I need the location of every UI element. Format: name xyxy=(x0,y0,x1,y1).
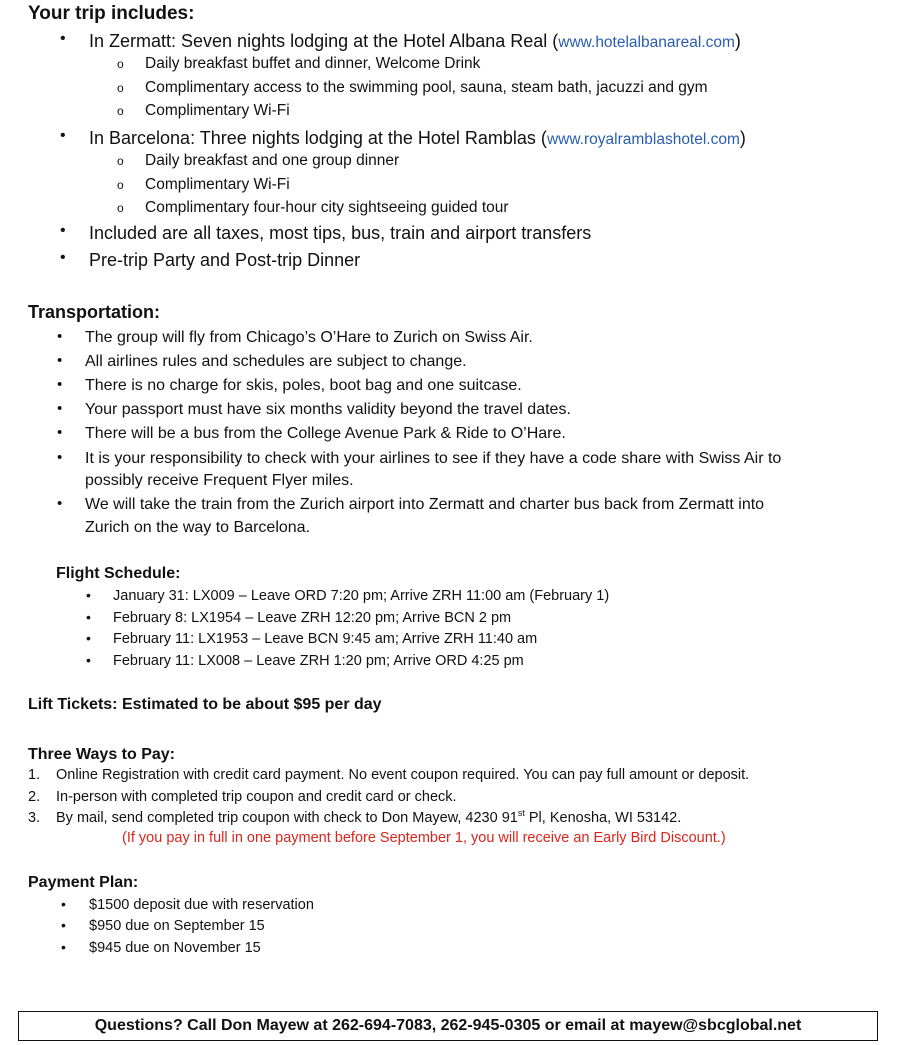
trip-extra: Included are all taxes, most tips, bus, train and airport transfers xyxy=(89,223,592,243)
zermatt-item: Complimentary access to the swimming pool, sauna, steam bath, jacuzzi and gym xyxy=(145,79,708,96)
trip-includes-heading: Your trip includes: xyxy=(28,3,195,24)
payment-plan-heading: Payment Plan: xyxy=(28,874,139,891)
zermatt-lodging xyxy=(89,31,741,52)
flight-item: February 8: LX1954 – Leave ZRH 12:20 pm; Arrive BCN 2 pm xyxy=(113,610,512,626)
sub-bullet-circle: o xyxy=(117,104,124,118)
bullet-dot: • xyxy=(60,30,66,47)
paren-close: ) xyxy=(739,128,746,148)
pay-number: 2. xyxy=(28,789,41,805)
bullet-dot: • xyxy=(57,352,63,369)
lift-tickets-line: Lift Tickets: Estimated to be about $95 per day xyxy=(28,696,382,713)
early-bird-note: (If you pay in full in one payment before September 1, you will receive an Early Bird Discount.) xyxy=(122,830,726,846)
paren-close: ) xyxy=(734,31,741,51)
bullet-dot: • xyxy=(61,896,66,912)
mail-address-part-b: Pl, Kenosha, WI 53142. xyxy=(524,810,682,826)
zermatt-item: Complimentary Wi-Fi xyxy=(145,102,290,119)
bullet-dot: • xyxy=(86,652,91,668)
bullet-dot: • xyxy=(86,609,91,625)
zermatt-lodging-text: In Zermatt: Seven nights lodging at the Hotel Albana Real ( xyxy=(89,31,559,51)
pay-number: 3. xyxy=(28,810,41,826)
pay-option xyxy=(56,810,681,826)
bullet-dot: • xyxy=(86,587,91,603)
bullet-dot: • xyxy=(60,222,66,239)
transport-item: It is your responsibility to check with your airlines to see if they have a code share with Swiss Air to xyxy=(85,450,782,467)
bullet-dot: • xyxy=(57,449,63,466)
transport-item: There will be a bus from the College Avenue Park & Ride to O’Hare. xyxy=(85,425,566,442)
plan-item: $1500 deposit due with reservation xyxy=(89,897,314,913)
flight-schedule-heading: Flight Schedule: xyxy=(56,565,181,582)
bullet-dot: • xyxy=(57,424,63,441)
trip-extra: Pre-trip Party and Post-trip Dinner xyxy=(89,250,361,270)
plan-item: $945 due on November 15 xyxy=(89,940,261,956)
barcelona-lodging xyxy=(89,128,746,149)
sub-bullet-circle: o xyxy=(117,201,124,215)
bullet-dot: • xyxy=(57,328,63,345)
flight-item: February 11: LX008 – Leave ZRH 1:20 pm; Arrive ORD 4:25 pm xyxy=(113,653,524,669)
questions-contact-box xyxy=(18,1011,878,1041)
transport-item: We will take the train from the Zurich airport into Zermatt and charter bus back from Zermatt into xyxy=(85,496,765,513)
questions-contact-text: Questions? Call Don Mayew at 262-694-7083, 262-945-0305 or email at mayew@sbcglobal.net xyxy=(94,1017,802,1034)
ways-to-pay-heading: Three Ways to Pay: xyxy=(28,746,176,763)
pay-number: 1. xyxy=(28,767,41,783)
bullet-dot: • xyxy=(57,495,63,512)
flight-item: February 11: LX1953 – Leave BCN 9:45 am; Arrive ZRH 11:40 am xyxy=(113,631,538,647)
bullet-dot: • xyxy=(61,939,66,955)
barcelona-item: Daily breakfast and one group dinner xyxy=(145,152,400,169)
flight-item: January 31: LX009 – Leave ORD 7:20 pm; Arrive ZRH 11:00 am (February 1) xyxy=(113,588,610,604)
bullet-dot: • xyxy=(60,249,66,266)
plan-item: $950 due on September 15 xyxy=(89,918,265,934)
bullet-dot: • xyxy=(86,630,91,646)
sub-bullet-circle: o xyxy=(117,154,124,168)
transport-item: The group will fly from Chicago’s O’Hare to Zurich on Swiss Air. xyxy=(85,329,533,346)
barcelona-lodging-text: In Barcelona: Three nights lodging at the Hotel Ramblas ( xyxy=(89,128,547,148)
transport-item: There is no charge for skis, poles, boot bag and one suitcase. xyxy=(85,377,522,394)
pay-option: In-person with completed trip coupon and credit card or check. xyxy=(56,789,457,805)
pay-option: Online Registration with credit card payment. No event coupon required. You can pay full amount or deposit. xyxy=(56,767,750,783)
barcelona-item: Complimentary four-hour city sightseeing guided tour xyxy=(145,199,509,216)
transport-item: Your passport must have six months validity beyond the travel dates. xyxy=(85,401,571,418)
transportation-heading: Transportation: xyxy=(28,302,161,322)
hotel-ramblas-link[interactable]: www.royalramblashotel.com xyxy=(546,131,740,148)
transport-item: All airlines rules and schedules are subject to change. xyxy=(85,353,467,370)
bullet-dot: • xyxy=(57,400,63,417)
mail-address-part-a: By mail, send completed trip coupon with check to Don Mayew, 4230 91 xyxy=(56,810,518,826)
bullet-dot: • xyxy=(57,376,63,393)
hotel-albana-link[interactable]: www.hotelalbanareal.com xyxy=(558,34,735,51)
zermatt-item: Daily breakfast buffet and dinner, Welcome Drink xyxy=(145,55,481,72)
bullet-dot: • xyxy=(60,127,66,144)
sub-bullet-circle: o xyxy=(117,81,124,95)
transport-item-continued: possibly receive Frequent Flyer miles. xyxy=(85,472,354,489)
sub-bullet-circle: o xyxy=(117,57,124,71)
bullet-dot: • xyxy=(61,917,66,933)
ordinal-suffix: st xyxy=(517,808,525,819)
transport-item-continued: Zurich on the way to Barcelona. xyxy=(85,519,311,536)
sub-bullet-circle: o xyxy=(117,178,124,192)
barcelona-item: Complimentary Wi-Fi xyxy=(145,176,290,193)
